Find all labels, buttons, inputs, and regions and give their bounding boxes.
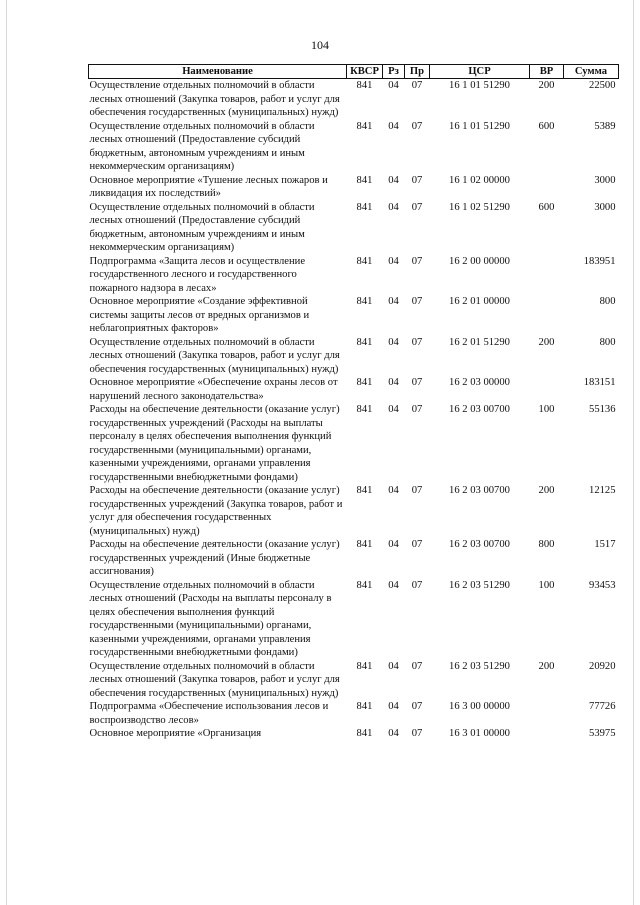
cell-sum: 5389 bbox=[594, 120, 616, 132]
cell-sum: 3000 bbox=[594, 201, 616, 213]
table-body bbox=[89, 79, 619, 741]
cell-csr: 16 2 01 51290 bbox=[449, 336, 510, 348]
table-row bbox=[89, 174, 619, 201]
cell-vr: 800 bbox=[538, 539, 555, 550]
cell-vr bbox=[530, 174, 564, 201]
cell-name: Осуществление отдельных полномочий в области лесных отношений (Закупка товаров, работ и услуг для обеспечения государственных (муниципальных) нужд) bbox=[89, 660, 340, 699]
cell-name: Осуществление отдельных полномочий в области лесных отношений (Расходы на выплаты персоналу в целях обеспечения выполнения функций государственными (муниципальными) органами, казенными учреждениями, органами управления государственными внебюджетными фондами) bbox=[89, 579, 332, 658]
cell-kvsr: 841 bbox=[356, 377, 373, 388]
cell-vr bbox=[530, 700, 564, 727]
cell-kvsr: 841 bbox=[356, 485, 373, 496]
cell-csr: 16 1 02 00000 bbox=[449, 174, 510, 186]
cell-sum: 183151 bbox=[583, 377, 616, 388]
column-header-csr: ЦСР bbox=[430, 65, 530, 79]
cell-csr: 16 1 02 51290 bbox=[449, 201, 510, 213]
table-row bbox=[89, 295, 619, 336]
cell-pr: 07 bbox=[411, 120, 423, 132]
table-row bbox=[89, 255, 619, 296]
table-row bbox=[89, 700, 619, 727]
column-header-sum: Сумма bbox=[564, 65, 619, 79]
cell-csr: 16 3 01 00000 bbox=[449, 728, 510, 739]
cell-kvsr: 841 bbox=[356, 660, 373, 672]
cell-pr: 07 bbox=[411, 201, 423, 213]
cell-rz: 04 bbox=[388, 336, 399, 348]
cell-name: Осуществление отдельных полномочий в области лесных отношений (Закупка товаров, работ и услуг для обеспечения государственных (муниципальных) нужд) bbox=[89, 80, 340, 118]
cell-vr bbox=[530, 255, 564, 296]
cell-pr: 07 bbox=[411, 377, 423, 388]
cell-rz: 04 bbox=[388, 120, 399, 132]
cell-rz: 04 bbox=[388, 579, 399, 591]
cell-pr: 07 bbox=[411, 701, 423, 712]
column-header-vr: ВР bbox=[530, 65, 564, 79]
cell-kvsr: 841 bbox=[356, 728, 373, 739]
cell-csr: 16 2 03 00000 bbox=[449, 377, 510, 388]
cell-rz: 04 bbox=[388, 728, 399, 739]
cell-sum: 1517 bbox=[594, 539, 616, 550]
cell-name: Подпрограмма «Защита лесов и осуществление государственного лесного и государственного пожарного надзора в лесах» bbox=[89, 255, 306, 294]
cell-pr: 07 bbox=[411, 296, 423, 307]
cell-name: Подпрограмма «Обеспечение использования лесов и воспроизводство лесов» bbox=[89, 701, 329, 726]
cell-sum: 183951 bbox=[583, 255, 616, 267]
cell-pr: 07 bbox=[411, 404, 423, 415]
cell-name: Осуществление отдельных полномочий в области лесных отношений (Закупка товаров, работ и услуг для обеспечения государственных (муниципальных) нужд) bbox=[89, 336, 340, 375]
table-row bbox=[89, 120, 619, 174]
cell-kvsr: 841 bbox=[356, 336, 373, 348]
cell-pr: 07 bbox=[411, 660, 423, 672]
cell-kvsr: 841 bbox=[356, 404, 373, 415]
cell-sum: 93453 bbox=[589, 579, 616, 591]
cell-rz: 04 bbox=[388, 701, 399, 712]
cell-kvsr: 841 bbox=[356, 120, 373, 132]
cell-csr: 16 2 03 51290 bbox=[449, 660, 510, 672]
cell-sum: 12125 bbox=[589, 485, 616, 496]
cell-vr bbox=[530, 727, 564, 741]
cell-vr: 100 bbox=[538, 404, 555, 415]
table-row bbox=[89, 376, 619, 403]
cell-name: Основное мероприятие «Обеспечение охраны лесов от нарушений лесного законодательства» bbox=[89, 377, 338, 402]
cell-kvsr: 841 bbox=[356, 255, 373, 267]
cell-vr: 600 bbox=[538, 120, 555, 132]
cell-rz: 04 bbox=[388, 296, 399, 307]
cell-sum: 77726 bbox=[589, 701, 616, 712]
cell-rz: 04 bbox=[388, 201, 399, 213]
cell-vr: 100 bbox=[538, 579, 555, 591]
table-header bbox=[89, 65, 619, 79]
cell-kvsr: 841 bbox=[356, 80, 373, 91]
cell-csr: 16 2 03 00700 bbox=[449, 485, 510, 496]
cell-rz: 04 bbox=[388, 485, 399, 496]
page-number: 104 bbox=[311, 38, 329, 52]
cell-sum: 800 bbox=[599, 336, 616, 348]
cell-csr: 16 2 03 00700 bbox=[449, 404, 510, 415]
cell-vr bbox=[530, 295, 564, 336]
table-row bbox=[89, 727, 619, 741]
table-row bbox=[89, 336, 619, 377]
scan-edge-left bbox=[6, 0, 7, 905]
cell-pr: 07 bbox=[411, 255, 423, 267]
cell-kvsr: 841 bbox=[356, 579, 373, 591]
scan-edge-right bbox=[633, 0, 634, 905]
cell-vr: 600 bbox=[538, 201, 555, 213]
cell-name: Расходы на обеспечение деятельности (оказание услуг) государственных учреждений (Иные бюджетные ассигнования) bbox=[89, 539, 340, 577]
cell-kvsr: 841 bbox=[356, 174, 373, 186]
table-row bbox=[89, 660, 619, 701]
table-row bbox=[89, 538, 619, 579]
cell-rz: 04 bbox=[388, 539, 399, 550]
cell-csr: 16 2 03 51290 bbox=[449, 579, 510, 591]
table-row bbox=[89, 484, 619, 538]
cell-name: Основное мероприятие «Тушение лесных пожаров и ликвидация их последствий» bbox=[89, 174, 328, 199]
cell-name: Расходы на обеспечение деятельности (оказание услуг) государственных учреждений (Закупка товаров, работ и услуг для обеспечения государственных (муниципальных) нужд) bbox=[89, 485, 343, 537]
cell-sum: 55136 bbox=[589, 404, 616, 415]
cell-pr: 07 bbox=[411, 485, 423, 496]
cell-csr: 16 1 01 51290 bbox=[449, 120, 510, 132]
column-header-kvsr: КВСР bbox=[347, 65, 383, 79]
cell-name: Осуществление отдельных полномочий в области лесных отношений (Предоставление субсидий бюджетным, автономным учреждениям и иным некоммерческим организациям) bbox=[89, 201, 315, 253]
cell-pr: 07 bbox=[411, 579, 423, 591]
cell-rz: 04 bbox=[388, 660, 399, 672]
cell-csr: 16 2 01 00000 bbox=[449, 296, 510, 307]
cell-kvsr: 841 bbox=[356, 201, 373, 213]
cell-name: Основное мероприятие «Создание эффективной системы защиты лесов от вредных организмов и неблагоприятных факторов» bbox=[89, 296, 310, 334]
cell-kvsr: 841 bbox=[356, 701, 373, 712]
column-header-name: Наименование bbox=[89, 65, 347, 79]
table-row bbox=[89, 79, 619, 120]
cell-sum: 20920 bbox=[589, 660, 616, 672]
cell-sum: 800 bbox=[599, 296, 616, 307]
cell-vr: 200 bbox=[538, 80, 555, 91]
column-header-rz: Рз bbox=[383, 65, 405, 79]
cell-rz: 04 bbox=[388, 80, 399, 91]
table-row bbox=[89, 201, 619, 255]
cell-kvsr: 841 bbox=[356, 539, 373, 550]
cell-csr: 16 3 00 00000 bbox=[449, 701, 510, 712]
cell-rz: 04 bbox=[388, 174, 399, 186]
cell-name: Осуществление отдельных полномочий в области лесных отношений (Предоставление субсидий бюджетным, автономным учреждениям и иным некоммерческим организациям) bbox=[89, 120, 315, 172]
cell-vr: 200 bbox=[538, 660, 555, 672]
table-row bbox=[89, 403, 619, 484]
cell-rz: 04 bbox=[388, 377, 399, 388]
cell-csr: 16 2 03 00700 bbox=[449, 539, 510, 550]
cell-rz: 04 bbox=[388, 255, 399, 267]
cell-name: Расходы на обеспечение деятельности (оказание услуг) государственных учреждений (Расходы на выплаты персоналу в целях обеспечения выполнения функций государственными (муниципальными) органами, казенными учреждениями, органами управления государственными внебюджетными фондами) bbox=[89, 404, 340, 483]
cell-pr: 07 bbox=[411, 174, 423, 186]
cell-vr: 200 bbox=[538, 485, 555, 496]
cell-kvsr: 841 bbox=[356, 296, 373, 307]
column-header-pr: Пр bbox=[405, 65, 430, 79]
cell-vr bbox=[530, 376, 564, 403]
cell-pr: 07 bbox=[411, 80, 423, 91]
cell-sum: 53975 bbox=[589, 728, 616, 739]
cell-sum: 22500 bbox=[589, 80, 616, 91]
cell-sum: 3000 bbox=[594, 174, 616, 186]
cell-pr: 07 bbox=[411, 336, 423, 348]
cell-pr: 07 bbox=[411, 539, 423, 550]
cell-csr: 16 1 01 51290 bbox=[449, 80, 510, 91]
cell-csr: 16 2 00 00000 bbox=[449, 255, 510, 267]
table-row bbox=[89, 579, 619, 660]
budget-table bbox=[88, 64, 619, 741]
cell-name: Основное мероприятие «Организация bbox=[89, 728, 262, 739]
cell-pr: 07 bbox=[411, 728, 423, 739]
cell-vr: 200 bbox=[538, 336, 555, 348]
cell-rz: 04 bbox=[388, 404, 399, 415]
